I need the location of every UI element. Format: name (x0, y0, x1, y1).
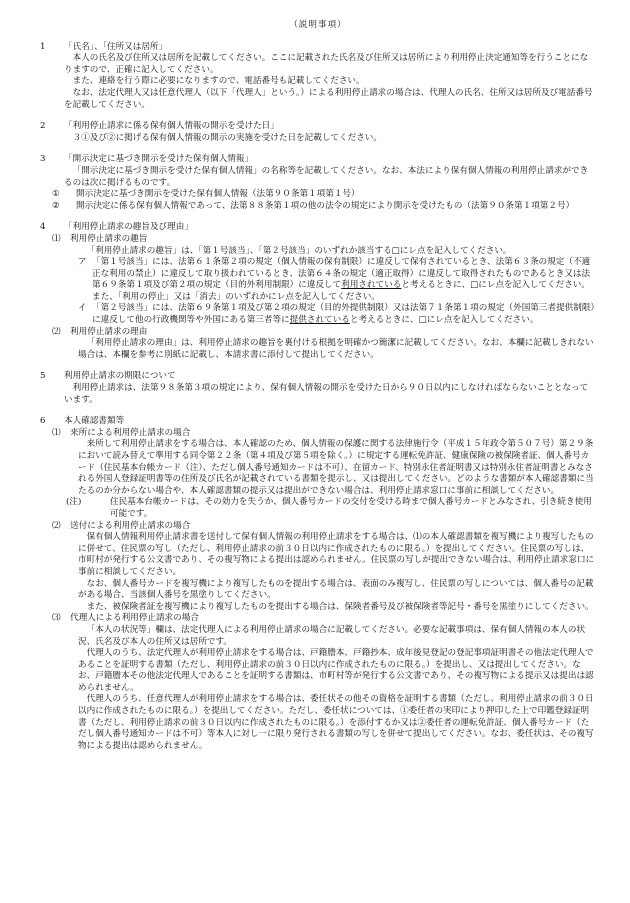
paragraph: 「利用停止請求の理由」は、利用停止請求の趣旨を裏付ける根拠を明確かつ簡潔に記載してください。なお、本欄に記載しきれない場合は、本欄を参考に別紙に記載し、本請求書に添付して提出してください。 (78, 338, 594, 360)
section-heading (40, 121, 596, 133)
subsection-title: 送付による利用停止請求の場合 (70, 520, 191, 531)
paragraph: 保有個人情報利用停止請求書を送付して保有個人情報の利用停止請求をする場合は、⑴の本人確認書類を複写機により複写したものに併せて、住民票の写し（ただし、利用停止請求の前３０日以内に作成されたものに限る。）を提出してください。住民票の写しは、市町村が発行する公文書であり、その複写物による提出は認められません。住民票の写しが提出できない場合は、利用停止請求窓口に事前に相談してください。 (78, 532, 595, 577)
subsection-heading (40, 521, 596, 533)
subsection-title: 利用停止請求の理由 (70, 326, 148, 337)
item-marker: イ (78, 303, 87, 314)
section-purpose-reason (40, 222, 596, 361)
section-number: 3 (40, 154, 46, 165)
section-number: 6 (40, 416, 46, 427)
subsection-title: 来所による利用停止請求の場合 (70, 427, 191, 438)
paragraph: 利用停止請求は、法第９８条第３項の規定により、保有個人情報の開示を受けた日から９０日以内にしなければならないこととなっています。 (64, 383, 589, 405)
paragraph: 代理人のうち、法定代理人が利用停止請求をする場合は、戸籍謄本、戸籍抄本、成年後見登記の登記事項証明書その他法定代理人であることを証明する書類（ただし、利用停止請求の前３０日以内に作成されたものに限る。）を提出し、又は提出してください。なお、戸籍謄本その他法定代理人であることを証明する書類は、市町村等が発行する公文書であり、その複写物による提示又は提出は認められません。 (78, 648, 594, 693)
item-marker: ア (78, 257, 87, 268)
item-text: 「第１号該当」には、法第６１条第２項の規定（個人情報の保有制限）に違反して保有されているとき、法第６３条の規定（不適正な利用の禁止）に違反して取り扱われているとき、法第６４条の規定（適正取得）に違反して取得されたものであるとき又は法第６９条第１項及び第２項の規定（目的外利用制限）に違反して利用されていると考えるときに、□にレ点を記入してください。また、「利用の停止」又は「消去」のいずれかにレ点を記入してください。 (92, 257, 591, 302)
subsection-heading (40, 613, 596, 625)
item-text: 開示決定に係る保有個人情報であって、法第８８条第１項の他の法令の規定により開示を受けたもの（法第９０条第１項第２号） (76, 200, 575, 211)
section-number: 4 (40, 222, 46, 233)
subsection-heading (40, 428, 596, 440)
footnote-text: 住民基本台帳カードは、その効力を失うか、個人番号カードの交付を受ける時まで個人番号カードとみなされ、引き続き使用可能です。 (110, 497, 592, 519)
underlined-text: 提供されている (289, 315, 350, 326)
subsection-heading (40, 234, 596, 246)
section-number: 5 (40, 371, 46, 382)
section-title: 「氏名」、「住所又は居所」 (64, 41, 168, 52)
item-marker: ① (52, 189, 60, 200)
section-heading (40, 42, 596, 54)
subsection-title: 利用停止請求の趣旨 (70, 233, 148, 244)
paragraph: 「本人の状況等」欄は、法定代理人による利用停止請求の場合に記載してください。必要な記載事項は、保有個人情報の本人の状況、氏名及び本人の住所又は居所です。 (78, 624, 586, 647)
paragraph: 本人の氏名及び住所又は居所を記載してください。ここに記載された氏名及び住所又は居所により利用停止決定通知等を行うことになりますので、正確に記入してください。 (64, 53, 589, 75)
subsection-number: ⑵ (52, 520, 61, 531)
section-number: 2 (40, 121, 46, 132)
subsection-heading (40, 327, 596, 339)
footnote-marker: (注) (66, 497, 82, 508)
paragraph: 「利用停止請求の趣旨」は、「第１号該当」、「第２号該当」のいずれか該当する□にレ点を記入してください。 (86, 245, 512, 256)
item-text: 開示決定に基づき開示を受けた保有個人情報（法第９０条第１項第１号） (76, 189, 360, 200)
document-title: （説明事項） (289, 20, 347, 30)
paragraph: また、連絡を行う際に必要になりますので、電話番号も記載してください。 (72, 76, 365, 87)
item-marker: ② (52, 200, 60, 211)
section-request-deadline (40, 371, 596, 406)
paragraph: また、被保険者証を複写機により複写したものを提出する場合は、保険者番号及び被保険者等記号・番号を黒塗りにしてください。 (86, 601, 594, 612)
list-item (40, 257, 596, 303)
subsection-number: ⑵ (52, 326, 61, 337)
list-item (40, 303, 596, 326)
section-heading (40, 371, 596, 383)
paragraph: なお、個人番号カードを複写機により複写したものを提出する場合は、表面のみ複写し、住民票の写しについては、個人番号の記載がある場合、当該個人番号を黒塗りしてください。 (78, 578, 594, 601)
paragraph: 代理人のうち、任意代理人が利用停止請求をする場合は、委任状その他その資格を証明する書類（ただし、利用停止請求の前３０日以内に作成されたものに限る。）を提出してください。ただし、委任状については、①委任者の実印により押印した上で印鑑登録証明書（ただし、利用停止請求の前３０日以内に作成されたものに限る。）を添付するか又は②委任者の運転免許証、個人番号カード（ただし個人番号通知カードは不可）等本人に対し一に限り発行される書類の写しを併せて提出してください。なお、委任状は、その複写物による提出は認められません。 (78, 694, 594, 751)
subsection-number: ⑴ (52, 233, 61, 244)
footnote (40, 497, 596, 520)
section-name-address (40, 42, 596, 112)
section-title: 利用停止請求の期限について (64, 371, 176, 382)
paragraph: なお、法定代理人又は任意代理人（以下「代理人」という。）による利用停止請求の場合は、代理人の氏名、住所又は居所及び電話番号を記載してください。 (64, 87, 593, 110)
section-heading (40, 416, 596, 428)
section-title: 「利用停止請求の趣旨及び理由」 (64, 222, 193, 233)
list-item (40, 201, 596, 213)
item-text: 「第２号該当」には、法第６９条第１項及び第２項の規定（目的外提供制限）又は法第７１条第１項の規定（外国第三者提供制限）に違反して他の行政機関等や外国にある第三者等に提供されていると考えるときに、□にレ点を記入してください。 (92, 303, 595, 326)
subsection-title: 代理人による利用停止請求の場合 (70, 613, 199, 624)
section-title: 本人確認書類等 (64, 416, 125, 427)
section-heading (40, 222, 596, 234)
section-title: 「開示決定に基づき開示を受けた保有個人情報」 (64, 154, 254, 165)
paragraph: ３①及び②に掲げる保有個人情報の開示の実施を受けた日を記載してください。 (72, 132, 382, 143)
subsection-number: ⑴ (52, 427, 61, 438)
subsection-number: ⑶ (52, 613, 61, 624)
section-disclosure-date (40, 121, 596, 144)
paragraph: 「開示決定に基づき開示を受けた保有個人情報」の名称等を記載してください。なお、本法により保有個人情報の利用停止請求ができるのは次に掲げるものです。 (64, 165, 589, 188)
section-number: 1 (40, 41, 46, 52)
list-item (40, 189, 596, 201)
paragraph: 来所して利用停止請求をする場合は、本人確認のため、個人情報の保護に関する法律施行令（平成１５年政令第５０７号）第２９条において読み替えて準用する同令第２２条（第４項及び第５項を除く。）に規定する運転免許証、健康保険の被保険者証、個人番号カード（住民基本台帳カード（注）、ただし個人番号通知カードは不可）、在留カード、特別永住者証明書又は特別永住者証明書とみなされる外国人登録証明書等の住所及び氏名が記載されている書類を提示し、又は提出してください。どのような書類が本人確認書類に当たるのか分からない場合や、本人確認書類の提示又は提出ができない場合は、利用停止請求窓口に事前に相談してください。 (78, 439, 594, 496)
section-heading (40, 154, 596, 166)
section-title: 「利用停止請求に係る保有個人情報の開示を受けた日」 (64, 121, 279, 132)
section-identity-documents (40, 416, 596, 752)
underlined-text: 利用されている (341, 280, 402, 291)
section-disclosed-information (40, 154, 596, 212)
